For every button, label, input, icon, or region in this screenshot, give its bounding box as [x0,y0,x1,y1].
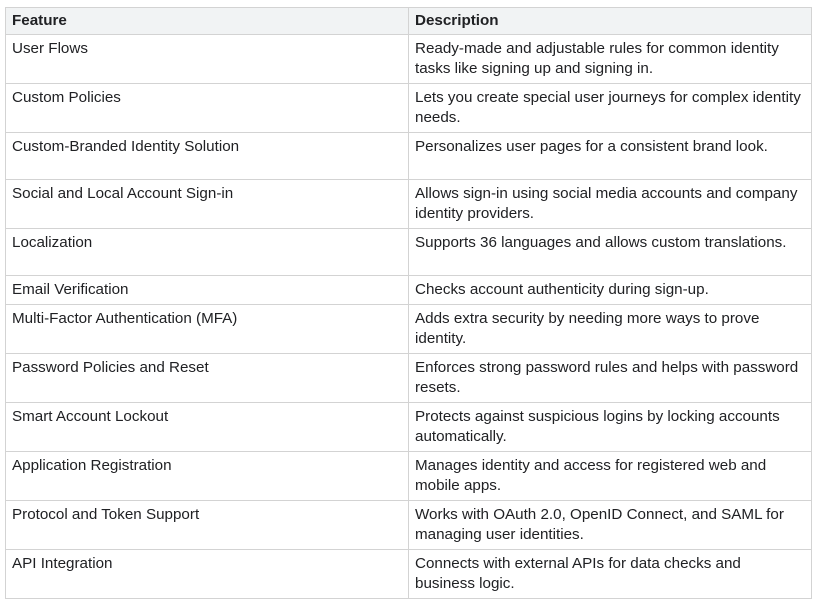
table-row [6,403,812,452]
features-table [5,7,812,599]
table-row [6,305,812,354]
table-row [6,133,812,180]
description-cell: Personalizes user pages for a consistent brand look. [409,133,812,180]
feature-cell: Protocol and Token Support [6,501,409,550]
table-row [6,180,812,229]
feature-cell: Smart Account Lockout [6,403,409,452]
feature-cell: Email Verification [6,276,409,305]
table-row [6,35,812,84]
description-cell: Connects with external APIs for data checks and business logic. [409,550,812,599]
feature-cell: Localization [6,229,409,276]
feature-cell: User Flows [6,35,409,84]
table-row [6,452,812,501]
description-cell: Manages identity and access for registered web and mobile apps. [409,452,812,501]
table-header-row [6,8,812,35]
table-row [6,276,812,305]
feature-cell: Application Registration [6,452,409,501]
feature-cell: Password Policies and Reset [6,354,409,403]
header-feature: Feature [6,8,409,35]
header-description: Description [409,8,812,35]
description-cell: Protects against suspicious logins by locking accounts automatically. [409,403,812,452]
description-cell: Works with OAuth 2.0, OpenID Connect, and SAML for managing user identities. [409,501,812,550]
description-cell: Enforces strong password rules and helps with password resets. [409,354,812,403]
table-row [6,550,812,599]
description-cell: Ready-made and adjustable rules for common identity tasks like signing up and signing in. [409,35,812,84]
feature-cell: Multi-Factor Authentication (MFA) [6,305,409,354]
description-cell: Checks account authenticity during sign-up. [409,276,812,305]
description-cell: Lets you create special user journeys for complex identity needs. [409,84,812,133]
description-cell: Supports 36 languages and allows custom translations. [409,229,812,276]
table-row [6,84,812,133]
feature-cell: API Integration [6,550,409,599]
table-row [6,354,812,403]
feature-cell: Custom-Branded Identity Solution [6,133,409,180]
description-cell: Adds extra security by needing more ways to prove identity. [409,305,812,354]
feature-cell: Custom Policies [6,84,409,133]
description-cell: Allows sign-in using social media accounts and company identity providers. [409,180,812,229]
table-row [6,229,812,276]
table-row [6,501,812,550]
feature-cell: Social and Local Account Sign-in [6,180,409,229]
